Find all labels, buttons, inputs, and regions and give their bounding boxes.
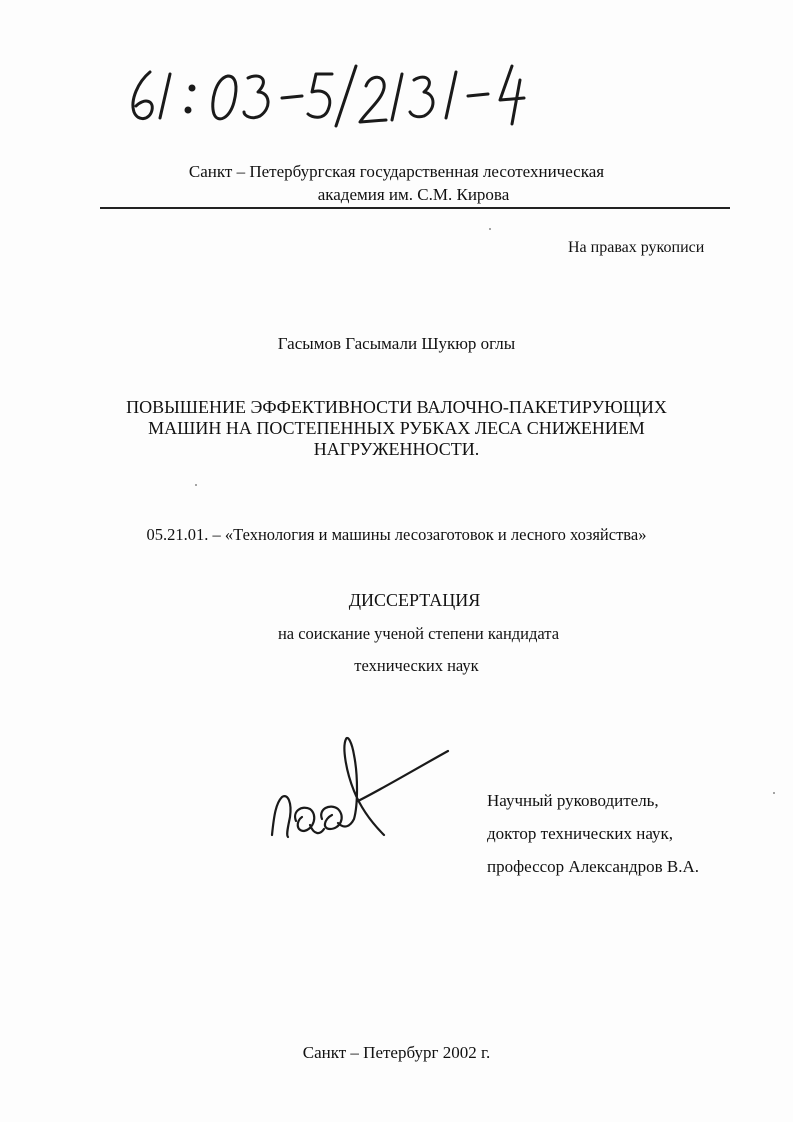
degree-line: на соискание ученой степени кандидата [277,624,560,643]
header-divider [100,207,730,209]
supervisor-title: доктор технических наук, [487,824,674,843]
handwritten-archive-code [120,52,540,132]
author-name: Гасымов Гасымали Шукюр оглы [277,334,516,353]
scan-speck [195,484,197,486]
dissertation-heading: ДИССЕРТАЦИЯ [348,590,481,610]
rights-note: На правах рукописи [568,239,705,256]
city-year: Санкт – Петербург 2002 г. [302,1043,491,1062]
scan-speck [489,228,491,230]
signature [262,725,457,850]
institution-line-2: академия им. С.М. Кирова [317,185,510,204]
dissertation-title [0,397,793,460]
supervisor-role: Научный руководитель, [487,791,659,810]
title-line-3: НАГРУЖЕННОСТИ. [313,439,480,459]
title-line-2: МАШИН НА ПОСТЕПЕННЫХ РУБКАХ ЛЕСА СНИЖЕНИЕМ [148,418,645,438]
supervisor-name: профессор Александров В.А. [487,857,700,876]
sciences-line: технических наук [354,656,479,675]
specialty-code: 05.21.01. – «Технология и машины лесозаготовок и лесного хозяйства» [146,525,647,544]
supervisor-block [487,784,699,883]
title-line-1: ПОВЫШЕНИЕ ЭФФЕКТИВНОСТИ ВАЛОЧНО-ПАКЕТИРУЮЩИХ [126,397,667,417]
institution-line-1: Санкт – Петербургская государственная лесотехническая [188,162,605,181]
scan-speck [773,792,775,794]
